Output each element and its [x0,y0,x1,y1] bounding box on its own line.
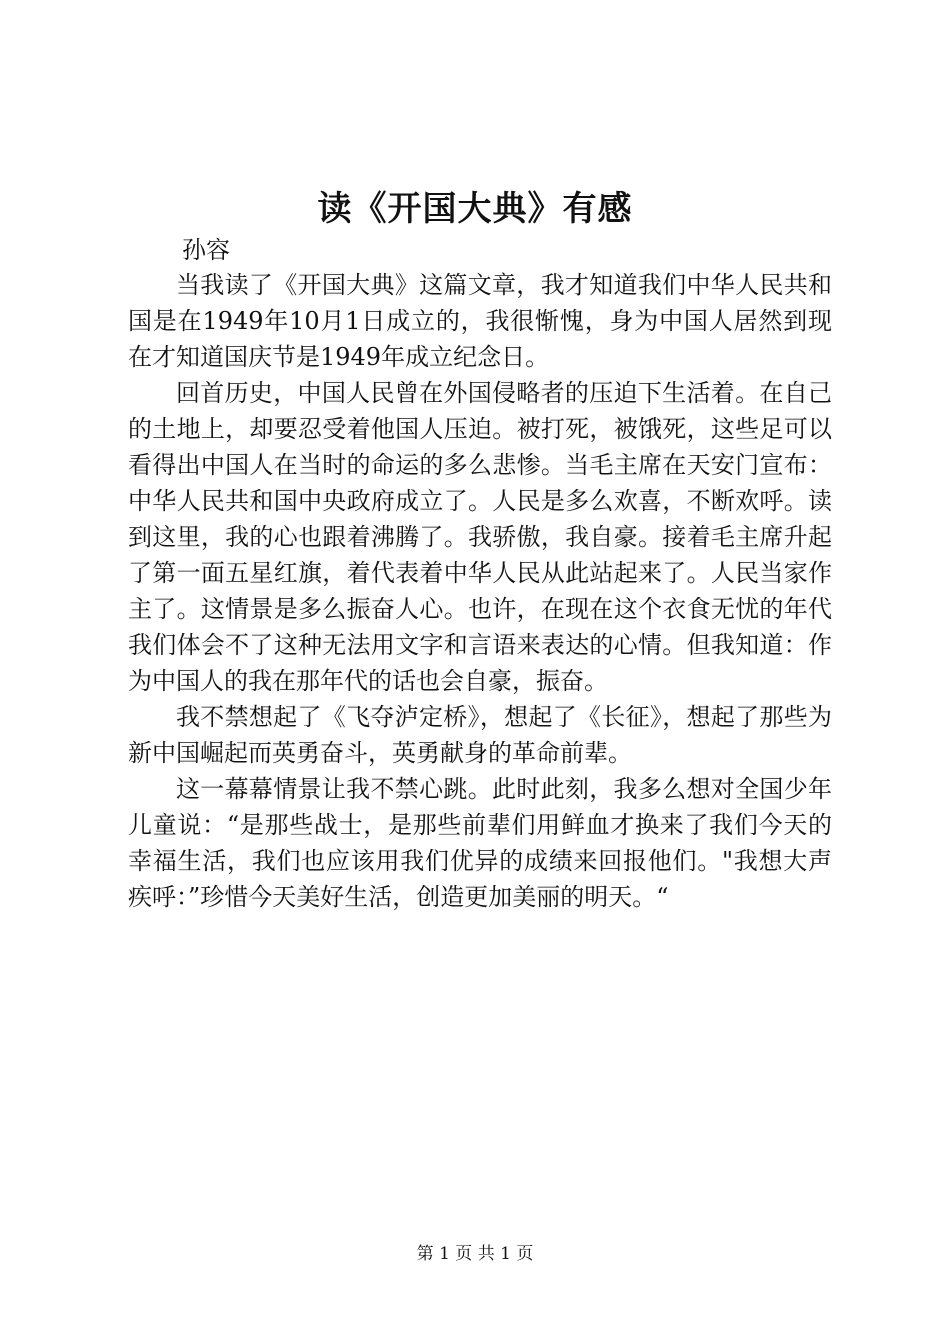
paragraph: 这一幕幕情景让我不禁心跳。此时此刻，我多么想对全国少年儿童说：“是那些战士，是那些前辈们用鲜血才换来了我们今天的幸福生活，我们也应该用我们优异的成绩来回报他们。"我想大声疾呼：”珍惜今天美好生活，创造更加美丽的明天。“ [128,775,832,911]
page-footer: 第 1 页 共 1 页 [416,1244,534,1264]
paragraph: 我不禁想起了《飞夺泸定桥》，想起了《长征》，想起了那些为新中国崛起而英勇奋斗，英勇献身的革命前辈。 [128,703,832,767]
document-author: 孙容 [182,236,230,264]
paragraph: 当我读了《开国大典》这篇文章，我才知道我们中华人民共和国是在1949年10月1日成立的，我很惭愧，身为中国人居然到现在才知道国庆节是1949年成立纪念日。 [128,271,832,371]
document-title: 读《开国大典》有感 [317,189,633,229]
document-body [128,267,832,915]
paragraph: 回首历史，中国人民曾在外国侵略者的压迫下生活着。在自己的土地上，却要忍受着他国人压迫。被打死，被饿死，这些足可以看得出中国人在当时的命运的多么悲惨。当毛主席在天安门宣布：中华人民共和国中央政府成立了。人民是多么欢喜，不断欢呼。读到这里，我的心也跟着沸腾了。我骄傲，我自豪。接着毛主席升起了第一面五星红旗，着代表着中华人民从此站起来了。人民当家作主了。这情景是多么振奋人心。也许，在现在这个衣食无忧的年代我们体会不了这种无法用文字和言语来表达的心情。但我知道：作为中国人的我在那年代的话也会自豪，振奋。 [128,379,832,695]
